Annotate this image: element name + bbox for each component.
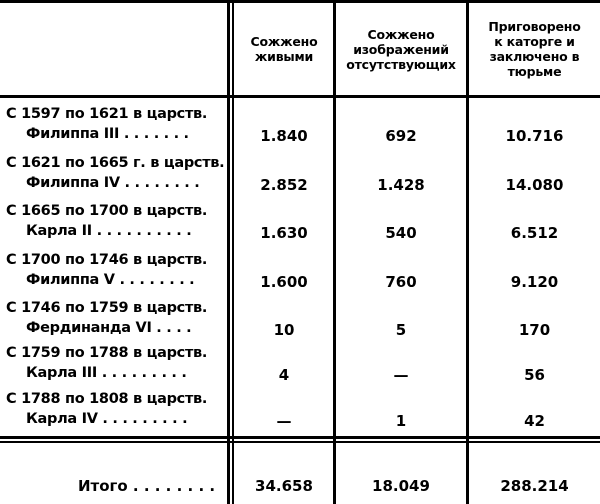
row-label (6, 104, 228, 144)
table-row (0, 389, 600, 437)
cell-burned-in-effigy: 5 (395, 321, 407, 339)
table-row (0, 104, 600, 152)
row-label (6, 201, 228, 241)
total-burned-alive: 34.658 (255, 477, 313, 495)
row-period: С 1788 по 1808 в царств. (6, 391, 208, 407)
cell-burned-alive: 1.630 (260, 224, 308, 242)
row-label (6, 250, 228, 290)
row-monarch: Филиппа IV . . . . . . . . (26, 175, 200, 191)
cell-burned-in-effigy: 760 (385, 273, 417, 291)
cell-burned-alive: — (276, 412, 292, 430)
cell-sentenced-prison: 42 (524, 412, 545, 430)
cell-burned-alive: 1.840 (260, 127, 308, 145)
row-label (6, 298, 228, 338)
table-row (0, 298, 600, 346)
top-rule (0, 0, 600, 3)
total-sentenced-prison: 288.214 (500, 477, 569, 495)
cell-burned-in-effigy: — (393, 366, 409, 384)
row-label (6, 389, 228, 429)
row-label (6, 343, 228, 383)
table-row (0, 201, 600, 249)
column-header-burned-in-effigy: Сожжено изображений отсутствующих (346, 26, 456, 72)
row-period: С 1759 по 1788 в царств. (6, 345, 208, 361)
cell-burned-alive: 10 (273, 321, 295, 339)
row-monarch: Филиппа III . . . . . . . (26, 126, 189, 142)
row-period: С 1665 по 1700 в царств. (6, 203, 208, 219)
row-period: С 1700 по 1746 в царств. (6, 252, 208, 268)
row-monarch: Карла III . . . . . . . . . (26, 365, 187, 381)
cell-burned-in-effigy: 1 (395, 412, 407, 430)
total-top-rule-double (0, 441, 600, 443)
row-label (6, 153, 228, 193)
cell-burned-alive: 2.852 (260, 176, 308, 194)
cell-sentenced-prison: 56 (524, 366, 545, 384)
cell-burned-in-effigy: 540 (385, 224, 417, 242)
cell-burned-alive: 4 (278, 366, 290, 384)
cell-burned-in-effigy: 1.428 (377, 176, 425, 194)
header-bottom-rule (0, 95, 600, 98)
row-monarch: Фердинанда VI . . . . (26, 320, 192, 336)
row-monarch: Карла II . . . . . . . . . . (26, 223, 192, 239)
row-monarch: Филиппа V . . . . . . . . (26, 272, 195, 288)
row-period: С 1746 по 1759 в царств. (6, 300, 208, 316)
cell-sentenced-prison: 9.120 (510, 273, 559, 291)
total-label: Итого . . . . . . . . (78, 477, 216, 495)
cell-sentenced-prison: 170 (518, 321, 551, 339)
total-burned-in-effigy: 18.049 (372, 477, 430, 495)
table-row (0, 153, 600, 201)
row-period: С 1621 по 1665 г. в царств. (6, 155, 225, 171)
column-header-burned-alive: Сожжено живыми (250, 34, 318, 64)
cell-sentenced-prison: 10.716 (505, 127, 564, 145)
table-row (0, 250, 600, 298)
cell-burned-alive: 1.600 (260, 273, 308, 291)
cell-sentenced-prison: 14.080 (505, 176, 564, 194)
row-monarch: Карла IV . . . . . . . . . (26, 411, 188, 427)
column-header-sentenced-prison: Приговорено к каторге и заключено в тюрьме (488, 19, 581, 79)
row-period: С 1597 по 1621 в царств. (6, 106, 208, 122)
cell-burned-in-effigy: 692 (385, 127, 417, 145)
table-row (0, 343, 600, 391)
cell-sentenced-prison: 6.512 (510, 224, 559, 242)
